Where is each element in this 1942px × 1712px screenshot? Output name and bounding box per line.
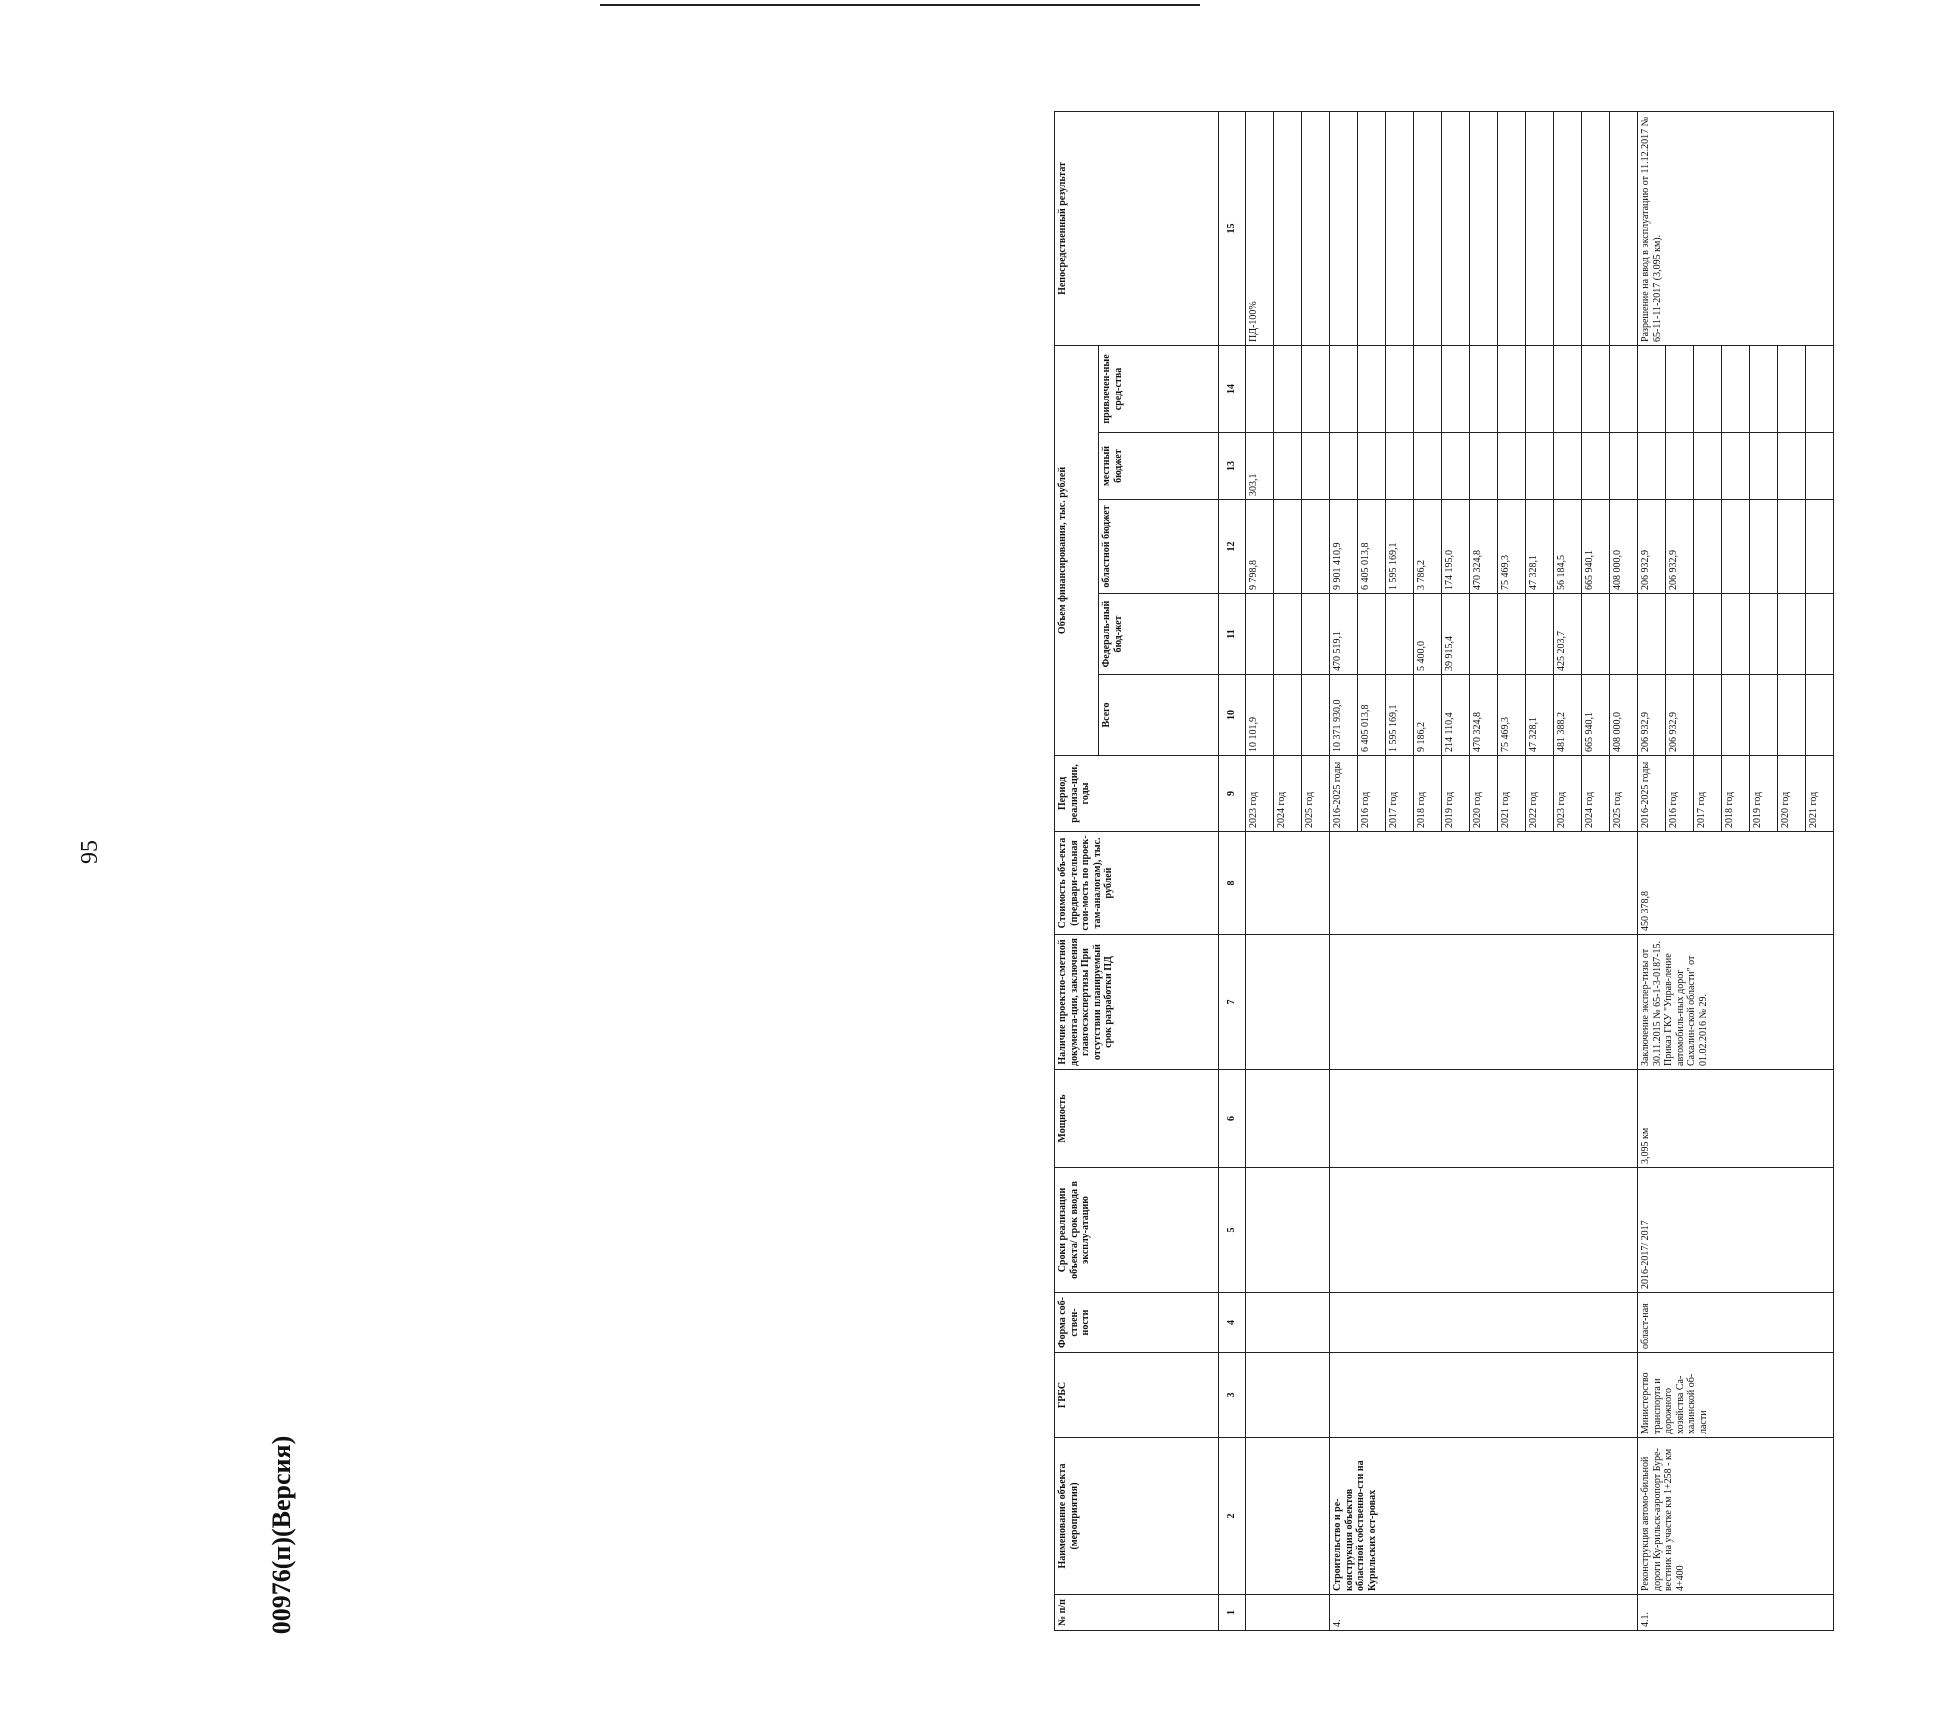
federal-cell: 39 915,4 (1442, 594, 1470, 675)
period-cell: 2018 год (1722, 756, 1750, 832)
regional-cell: 9 901 410,9 (1330, 500, 1358, 594)
total-cell: 10 101,9 (1246, 675, 1274, 756)
version-mark: 00976(п)(Версия) (267, 1435, 296, 1635)
header-attracted: привлечен-ные сред-ства (1099, 345, 1219, 432)
regional-cell: 665 940,1 (1582, 500, 1610, 594)
period-cell: 2016-2025 годы (1638, 756, 1666, 832)
total-cell: 470 324,8 (1470, 675, 1498, 756)
total-cell: 206 932,9 (1638, 675, 1666, 756)
table-row (1246, 111, 1274, 1630)
period-cell: 2025 год (1302, 756, 1330, 832)
federal-cell: 425 203,7 (1554, 594, 1582, 675)
col-number: 9 (1219, 756, 1246, 832)
period-cell: 2019 год (1442, 756, 1470, 832)
regional-cell: 206 932,9 (1638, 500, 1666, 594)
total-cell: 214 110,4 (1442, 675, 1470, 756)
col-number: 5 (1219, 1168, 1246, 1293)
period-cell: 2022 год (1526, 756, 1554, 832)
total-cell: 10 371 930,0 (1330, 675, 1358, 756)
federal-cell (1526, 594, 1554, 675)
item-capacity: 3,095 км (1638, 1070, 1834, 1168)
total-cell: 665 940,1 (1582, 675, 1610, 756)
period-cell: 2017 год (1386, 756, 1414, 832)
total-cell: 206 932,9 (1666, 675, 1694, 756)
period-cell: 2024 год (1274, 756, 1302, 832)
col-number: 1 (1219, 1595, 1246, 1631)
total-cell: 6 405 013,8 (1358, 675, 1386, 756)
period-cell: 2020 год (1470, 756, 1498, 832)
col-number: 12 (1219, 500, 1246, 594)
header-terms: Сроки реализации объекта/ срок ввода в эксплу-атацию (1055, 1168, 1219, 1293)
item-result: Разрешение на ввод в эксплуатацию от 11.12.2017 № 65-11-11-2017 (3,095 км). (1638, 111, 1834, 345)
federal-cell (1610, 594, 1638, 675)
col-number: 10 (1219, 675, 1246, 756)
attracted-cell (1246, 345, 1274, 432)
header-federal: Федераль-ный бюд-жет (1099, 594, 1219, 675)
regional-cell: 470 324,8 (1470, 500, 1498, 594)
column-numbers-row (1219, 111, 1246, 1630)
col-number: 7 (1219, 935, 1246, 1070)
period-cell: 2023 год (1554, 756, 1582, 832)
regional-cell: 75 469,3 (1498, 500, 1526, 594)
col-number: 6 (1219, 1070, 1246, 1168)
top-border-line (600, 4, 1200, 6)
regional-cell: 56 184,5 (1554, 500, 1582, 594)
header-cost: Стоимость объ-екта (предвари-тельная стои-мость по проек-там-аналогам), тыс. рублей (1055, 832, 1219, 935)
period-cell: 2020 год (1778, 756, 1806, 832)
total-cell: 408 000,0 (1610, 675, 1638, 756)
regional-cell: 6 405 013,8 (1358, 500, 1386, 594)
period-cell: 2016-2025 годы (1330, 756, 1358, 832)
federal-cell (1246, 594, 1274, 675)
federal-cell (1498, 594, 1526, 675)
col-number: 3 (1219, 1353, 1246, 1438)
federal-cell (1470, 594, 1498, 675)
period-cell: 2021 год (1498, 756, 1526, 832)
header-ownership: Форма соб-ствен-ности (1055, 1293, 1219, 1353)
header-local: местный бюджет (1099, 433, 1219, 500)
result-cell: ПД-100% (1246, 111, 1274, 345)
regional-cell: 206 932,9 (1666, 500, 1694, 594)
period-cell: 2023 год (1246, 756, 1274, 832)
header-regional: областной бюджет (1099, 500, 1219, 594)
period-cell: 2018 год (1414, 756, 1442, 832)
total-cell: 47 328,1 (1526, 675, 1554, 756)
header-grbs: ГРБС (1055, 1353, 1219, 1438)
federal-cell (1386, 594, 1414, 675)
regional-cell: 9 798,8 (1246, 500, 1274, 594)
federal-cell: 470 519,1 (1330, 594, 1358, 675)
item-terms: 2016-2017/ 2017 (1638, 1168, 1834, 1293)
period-cell: 2024 год (1582, 756, 1610, 832)
period-cell: 2016 год (1358, 756, 1386, 832)
col-number: 15 (1219, 111, 1246, 345)
item-cost: 450 378,8 (1638, 832, 1834, 935)
header-num: № п/п (1055, 1595, 1219, 1631)
header-total: Всего (1099, 675, 1219, 756)
regional-cell: 1 595 169,1 (1386, 500, 1414, 594)
header-psd: Наличие проектно-сметной документа-ции, заключения главгосэкспертизы При отсутствии планируемый срок разработки ПД (1055, 935, 1219, 1070)
header-object-name: Наименование объекта (мероприятия) (1055, 1438, 1219, 1595)
header-result: Непосредственный результат (1055, 111, 1219, 345)
financing-table (1054, 111, 1834, 1631)
item-name: Реконструкция автомо-бильной дороги Ку-рильск-аэропорт Буре-вестник на участке км 1+258 - км 4+400 (1638, 1438, 1834, 1595)
col-number: 4 (1219, 1293, 1246, 1353)
period-cell: 2019 год (1750, 756, 1778, 832)
col-number: 13 (1219, 433, 1246, 500)
item-psd: Заключение экспер-тизы от 30.11.2015 № 65-1-3-0187-15. Приказ ГКУ "Управ-ление автомобиль-ных дорог Сахалин-ской области" от 01.02.2016 № 29. (1638, 935, 1834, 1070)
col-number: 14 (1219, 345, 1246, 432)
regional-cell: 3 786,2 (1414, 500, 1442, 594)
regional-cell: 408 000,0 (1610, 500, 1638, 594)
col-number: 2 (1219, 1438, 1246, 1595)
federal-cell (1582, 594, 1610, 675)
group-name: Строительство и ре-конструкция объектов областной собственно-сти на Курильских ост-ровах (1330, 1438, 1638, 1595)
total-cell: 1 595 169,1 (1386, 675, 1414, 756)
total-cell: 9 186,2 (1414, 675, 1442, 756)
header-capacity: Мощность (1055, 1070, 1219, 1168)
item-grbs: Министерство транспорта и дорожного хозяйства Са-халинской об-ласти (1638, 1353, 1834, 1438)
table-row (1330, 111, 1358, 1630)
item-ownership: област-ная (1638, 1293, 1834, 1353)
regional-cell: 47 328,1 (1526, 500, 1554, 594)
rotated-table-wrapper (1054, 112, 1942, 1631)
regional-cell: 174 195,0 (1442, 500, 1470, 594)
group-number: 4. (1330, 1595, 1638, 1631)
total-cell: 75 469,3 (1498, 675, 1526, 756)
header-period: Период реализа-ции, годы (1055, 756, 1219, 832)
header-financing-group: Объем финансирования, тыс. рублей (1055, 345, 1099, 755)
total-cell: 481 388,2 (1554, 675, 1582, 756)
federal-cell: 5 400,0 (1414, 594, 1442, 675)
period-cell: 2021 год (1806, 756, 1834, 832)
federal-cell (1358, 594, 1386, 675)
local-cell: 303,1 (1246, 433, 1274, 500)
table-row (1638, 111, 1666, 1630)
page-number: 95 (77, 840, 103, 864)
period-cell: 2025 год (1610, 756, 1638, 832)
period-cell: 2017 год (1694, 756, 1722, 832)
col-number: 8 (1219, 832, 1246, 935)
period-cell: 2016 год (1666, 756, 1694, 832)
item-number: 4.1. (1638, 1595, 1834, 1631)
col-number: 11 (1219, 594, 1246, 675)
